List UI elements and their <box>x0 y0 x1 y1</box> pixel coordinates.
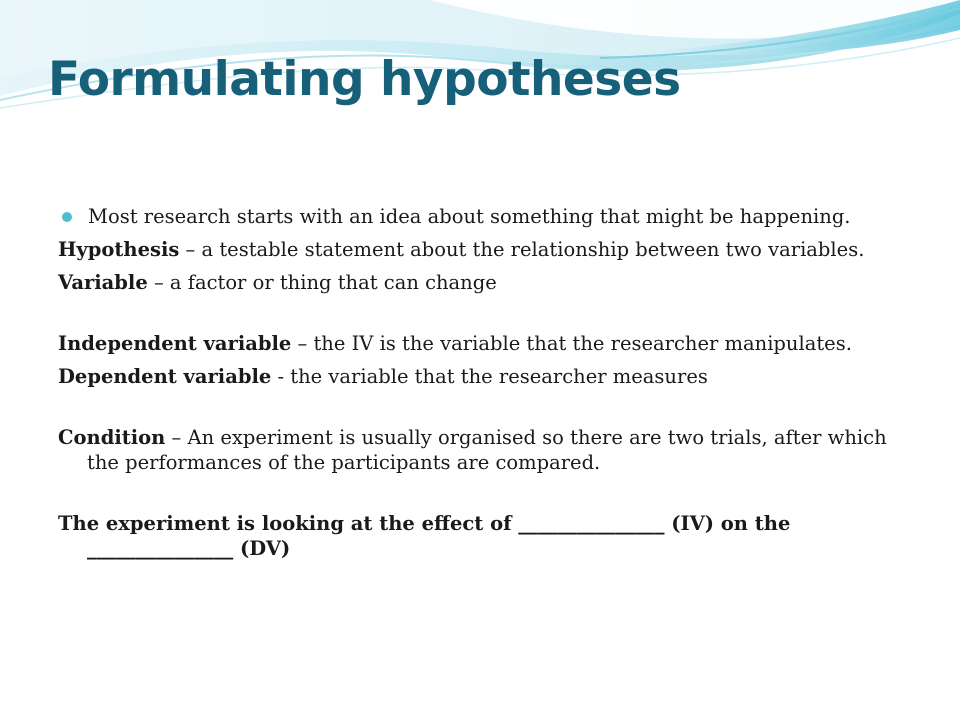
definition-hypothesis <box>58 237 898 262</box>
term-label: Hypothesis <box>58 238 180 261</box>
definition-variable <box>58 270 898 295</box>
bullet-item <box>58 204 898 229</box>
term-label: Condition <box>58 426 166 449</box>
bullet-text: Most research starts with an idea about something that might be happening. <box>88 205 851 228</box>
teal-dot-bullet-icon <box>62 212 72 222</box>
term-label: Independent variable <box>58 332 292 355</box>
definition-text: - the variable that the researcher measures <box>271 365 708 388</box>
definition-condition <box>58 425 898 475</box>
definition-independent-variable <box>58 331 898 356</box>
definition-text: – a factor or thing that can change <box>147 271 497 294</box>
fill-in-statement: The experiment is looking at the effect of _______________ (IV) on the _______________ (DV) <box>58 512 791 560</box>
term-label: Variable <box>58 271 148 294</box>
term-label: Dependent variable <box>58 365 272 388</box>
definition-text: – a testable statement about the relationship between two variables. <box>179 238 865 261</box>
slide-body <box>58 204 898 561</box>
definition-text: – the IV is the variable that the researcher manipulates. <box>291 332 852 355</box>
definition-text: – An experiment is usually organised so there are two trials, after which the performances of the participants are compared. <box>87 426 887 474</box>
definition-dependent-variable <box>58 364 898 389</box>
slide-title: Formulating hypotheses <box>48 52 681 107</box>
